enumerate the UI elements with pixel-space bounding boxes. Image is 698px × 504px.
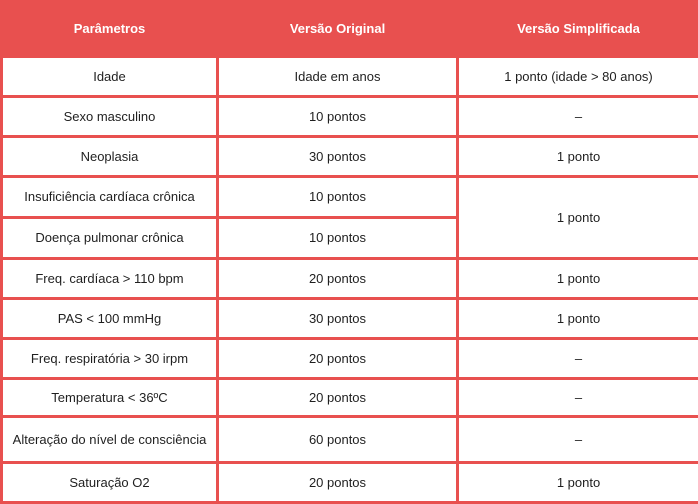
table-row (2, 339, 698, 379)
table-header (2, 2, 698, 57)
cell-parameter: Neoplasia (2, 137, 218, 177)
cell-original: Idade em anos (218, 57, 458, 97)
header-versao-simplificada: Versão Simplificada (458, 2, 698, 57)
cell-original: 10 pontos (218, 218, 458, 259)
cell-parameter: Sexo masculino (2, 97, 218, 137)
cell-original: 30 pontos (218, 137, 458, 177)
cell-simplified: – (458, 417, 698, 463)
header-versao-original: Versão Original (218, 2, 458, 57)
header-parametros: Parâmetros (2, 2, 218, 57)
cell-parameter: Alteração do nível de consciência (2, 417, 218, 463)
cell-parameter: Saturação O2 (2, 463, 218, 503)
cell-simplified: – (458, 97, 698, 137)
cell-original: 20 pontos (218, 463, 458, 503)
table-row (2, 463, 698, 503)
cell-simplified: 1 ponto (458, 259, 698, 299)
cell-simplified: 1 ponto (458, 463, 698, 503)
cell-simplified: 1 ponto (idade > 80 anos) (458, 57, 698, 97)
cell-original: 20 pontos (218, 259, 458, 299)
cell-original: 20 pontos (218, 379, 458, 417)
cell-original: 10 pontos (218, 97, 458, 137)
table-row (2, 177, 698, 218)
table-row (2, 137, 698, 177)
table-row (2, 259, 698, 299)
cell-simplified-merged: 1 ponto (458, 177, 698, 259)
cell-original: 60 pontos (218, 417, 458, 463)
cell-simplified: 1 ponto (458, 299, 698, 339)
cell-parameter: Insuficiência cardíaca crônica (2, 177, 218, 218)
cell-parameter: Temperatura < 36ºC (2, 379, 218, 417)
table-row (2, 97, 698, 137)
table-row (2, 379, 698, 417)
cell-original: 20 pontos (218, 339, 458, 379)
cell-parameter: Freq. respiratória > 30 irpm (2, 339, 218, 379)
cell-parameter: PAS < 100 mmHg (2, 299, 218, 339)
cell-original: 30 pontos (218, 299, 458, 339)
table-row (2, 417, 698, 463)
cell-simplified: – (458, 339, 698, 379)
cell-simplified: – (458, 379, 698, 417)
header-row (2, 2, 698, 57)
table-row (2, 57, 698, 97)
cell-parameter: Idade (2, 57, 218, 97)
table-row (2, 299, 698, 339)
cell-parameter: Doença pulmonar crônica (2, 218, 218, 259)
table-body (2, 57, 698, 503)
cell-simplified: 1 ponto (458, 137, 698, 177)
cell-parameter: Freq. cardíaca > 110 bpm (2, 259, 218, 299)
cell-original: 10 pontos (218, 177, 458, 218)
